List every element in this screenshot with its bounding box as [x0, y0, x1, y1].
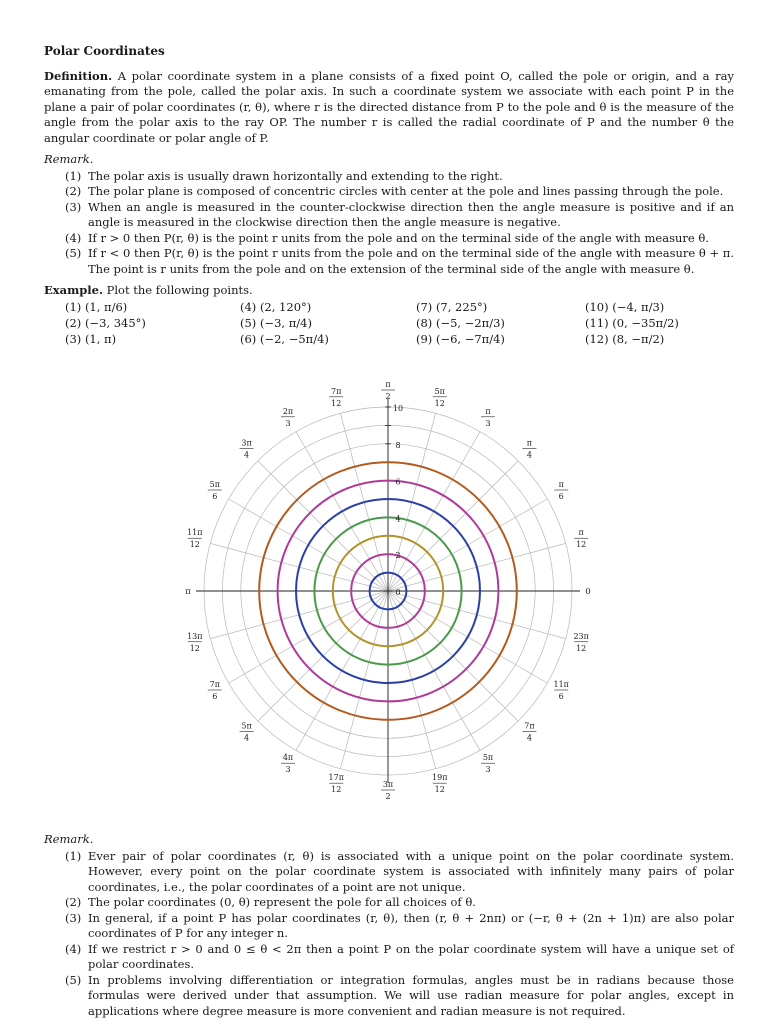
angle-label-denominator: 4: [244, 733, 250, 743]
list-item: (2) The polar coordinates (0, θ) represent the pole for all choices of θ.: [65, 895, 476, 909]
angle-label-denominator: 2: [385, 792, 391, 801]
example-text: Plot the following points.: [106, 283, 253, 297]
angle-label-denominator: 3: [485, 765, 491, 775]
points-list: [65, 300, 705, 348]
remark-heading: Remark.: [44, 152, 94, 166]
list-item: (1) Ever pair of polar coordinates (r, θ) is associated with a unique point on the polar coordinate system. However, every point on the polar coordinate system is associated with infinitely many pairs of polar coordinates, i.e., the polar coordinates of a point are not unique.: [65, 848, 734, 894]
points-column: [65, 300, 146, 348]
remark-heading: Remark.: [44, 832, 94, 846]
point-item: (10) (−4, π/3): [585, 300, 665, 314]
point-item: (7) (7, 225°): [416, 300, 488, 314]
angle-label-denominator: 12: [189, 643, 200, 653]
angle-label-numerator: 7π: [209, 680, 220, 689]
list-item: (4) If we restrict r > 0 and 0 ≤ θ < 2π then a point P on the polar coordinate system will have a unique set of polar coordinates.: [65, 941, 734, 971]
angle-label-numerator: 19π: [432, 773, 448, 783]
page-title: Polar Coordinates: [44, 44, 165, 58]
list-item: (5) In problems involving differentiation or integration formulas, angles must be in radians because those formulas were derived under that assumption. We will use radian measure for polar angles, except in applications where degree measure is more convenient and radian measure is not required.: [65, 972, 734, 1018]
point-item: (1) (1, π/6): [65, 300, 128, 314]
angle-label-denominator: 6: [212, 692, 218, 701]
angle-label-numerator: 11π: [553, 680, 569, 689]
angle-label-numerator: 5π: [482, 753, 494, 763]
angle-label-numerator: 3π: [241, 438, 252, 448]
angle-label-denominator: 12: [576, 643, 587, 653]
radial-label: 8: [395, 440, 401, 450]
list-item: (1) The polar axis is usually drawn horizontally and extending to the right.: [65, 168, 503, 183]
angle-label-numerator: 11π: [187, 528, 203, 538]
list-item: (3) In general, if a point P has polar coordinates (r, θ), then (r, θ + 2nπ) or (−r, θ + (2n + 1)π) are also polar coordinates of P for any integer n.: [65, 910, 734, 940]
angle-label-denominator: 4: [526, 450, 532, 460]
remark-section-2: [44, 832, 734, 1019]
angle-label-numerator: 5π: [209, 480, 220, 489]
points-column: [240, 300, 329, 348]
point-item: (3) (1, π): [65, 332, 117, 346]
point-item: (12) (8, −π/2): [585, 332, 665, 346]
angle-label-denominator: 3: [285, 765, 291, 775]
angle-label-numerator: 3π: [382, 780, 394, 789]
angle-label-denominator: 12: [189, 540, 200, 550]
point-item: (8) (−5, −2π/3): [416, 316, 505, 330]
angle-label-numerator: π: [558, 480, 564, 489]
list-item: (4) If r > 0 then P(r, θ) is the point r units from the pole and on the terminal side of the angle with measure θ.: [65, 230, 709, 245]
angle-label-numerator: 4π: [282, 753, 294, 763]
example-label: Example.: [44, 283, 103, 297]
angle-label: 0: [585, 587, 591, 597]
angle-label-denominator: 4: [526, 733, 532, 743]
angle-label-numerator: 17π: [328, 773, 344, 783]
point-item: (9) (−6, −7π/4): [416, 332, 505, 346]
point-item: (2) (−3, 345°): [65, 316, 146, 330]
angle-label-numerator: π: [485, 406, 491, 416]
list-item: (5) If r < 0 then P(r, θ) is the point r units from the pole and on the terminal side of the angle with measure θ + π. The point is r units from the pole and on the extension of the terminal side of the angle with measure θ.: [65, 246, 734, 276]
angle-label-denominator: 4: [244, 450, 250, 460]
angle-label-denominator: 12: [434, 398, 445, 408]
angle-label-numerator: 2π: [282, 406, 294, 416]
point-item: (4) (2, 120°): [240, 300, 312, 314]
angle-label-denominator: 6: [558, 692, 564, 701]
angle-label-numerator: π: [385, 380, 391, 389]
radial-label: 10: [392, 404, 404, 413]
point-item: (5) (−3, π/4): [240, 316, 312, 330]
radial-label: 6: [395, 477, 401, 487]
angle-label-numerator: 5π: [434, 386, 445, 396]
angle-label-denominator: 12: [434, 785, 445, 795]
definition-paragraph: [44, 69, 734, 147]
angle-label-denominator: 12: [576, 540, 587, 550]
angle-label-denominator: 3: [485, 418, 491, 428]
angle-label-numerator: π: [526, 438, 533, 448]
angle-label-denominator: 2: [385, 392, 391, 401]
points-column: [585, 300, 679, 348]
list-item: (2) The polar plane is composed of concentric circles with center at the pole and lines passing through the pole.: [65, 184, 724, 198]
point-item: (11) (0, −35π/2): [585, 316, 679, 330]
radial-label: 4: [395, 514, 401, 524]
angle-label-denominator: 6: [558, 492, 564, 501]
angle-label-denominator: 12: [331, 398, 342, 408]
angle-label-numerator: 5π: [241, 721, 252, 731]
point-item: (6) (−2, −5π/4): [240, 332, 329, 346]
angle-label-denominator: 3: [285, 418, 291, 428]
remark-list: [44, 849, 734, 1020]
definition-label: Definition.: [44, 68, 113, 83]
document-page: [44, 44, 735, 1018]
angle-label-numerator: 7π: [331, 386, 342, 396]
points-column: [416, 300, 505, 348]
angle-label-denominator: 6: [212, 492, 218, 501]
angle-label-denominator: 12: [331, 785, 342, 795]
radial-label: 0: [395, 588, 401, 597]
radial-label: 2: [395, 551, 401, 561]
angle-label-numerator: π: [578, 528, 584, 538]
angle-label: π: [185, 587, 191, 597]
polar-grid: [44, 364, 734, 824]
example-paragraph: [44, 283, 734, 299]
angle-label-numerator: 7π: [524, 721, 535, 731]
definition-text: A polar coordinate system in a plane consists of a fixed point O, called the pole or origin, and a ray emanating from the pole, called the polar axis. In such a coordinate system we associate with each point P in the plane a pair of polar coordinates (r, θ), where r is the directed distance from P to the pole and θ is the measure of the angle from the polar axis to the ray OP. The number r is called the radial coordinate of P and the number θ the angular coordinate or polar angle of P.: [44, 68, 735, 145]
angle-label-numerator: 13π: [187, 631, 203, 641]
remark-list: [44, 169, 734, 278]
angle-label-numerator: 23π: [573, 631, 589, 641]
list-item: (3) When an angle is measured in the counter-clockwise direction then the angle measure is positive and if an angle is measured in the clockwise direction then the angle measure is negative.: [65, 199, 734, 229]
